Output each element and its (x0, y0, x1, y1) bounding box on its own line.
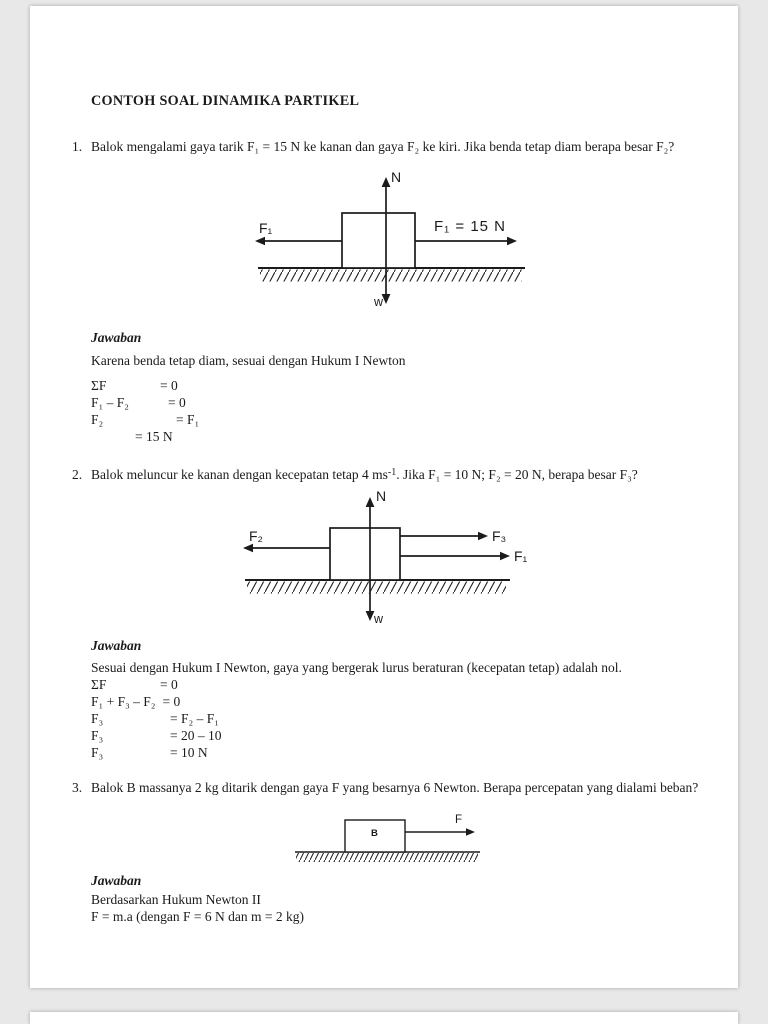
problem-2-number: 2. (72, 467, 83, 482)
answer-2-intro: Sesuai dengan Hukum I Newton, gaya yang bergerak lurus beraturan (kecepatan tetap) adalah nol. (91, 660, 622, 675)
problem-2-text (91, 466, 708, 483)
answer-1-heading: Jawaban (91, 330, 142, 345)
diagram1-left-force-label: F₁ (259, 220, 273, 236)
equation-row (91, 710, 222, 727)
answer-3-line-2: F = m.a (dengan F = 6 N dan m = 2 kg) (91, 909, 304, 924)
block-rect (330, 528, 400, 580)
next-page-edge (30, 1012, 738, 1024)
equation-rhs: = 0 (168, 395, 186, 410)
diagram1-normal-label: N (391, 169, 402, 185)
answer-2-equations (91, 676, 222, 761)
equation-lhs: ΣF (91, 378, 107, 393)
diagram3-block-label: B (371, 828, 378, 839)
equation-rhs: = 0 (162, 694, 181, 709)
equation-rhs: = 15 N (135, 429, 173, 444)
problem-1-text: Balok mengalami gaya tarik F₁ = 15 N ke kanan dan gaya F₂ ke kiri. Jika benda tetap diam berapa besar F₂? (91, 139, 675, 154)
equation-rhs: = 0 (160, 378, 178, 393)
equation-rhs: = 0 (160, 677, 178, 692)
diagram2-weight-label: w (374, 612, 384, 626)
problem-2 (72, 466, 708, 483)
equation-row (91, 693, 222, 710)
diagram2-f1-label: F₁ (514, 548, 528, 564)
diagram-2-figure (230, 488, 530, 628)
ground-hatching (247, 582, 506, 594)
force-f3-arrowhead (478, 532, 488, 541)
document-title: CONTOH SOAL DINAMIKA PARTIKEL (91, 93, 360, 109)
problem-1 (72, 138, 708, 155)
equation-row (91, 394, 199, 411)
diagram1-weight-label: w (374, 295, 384, 309)
problem-3-text: Balok B massanya 2 kg ditarik dengan gaya F yang besarnya 6 Newton. Berapa percepatan yang dialami beban? (91, 780, 699, 795)
normal-arrowhead (382, 177, 391, 187)
force-left-arrowhead (255, 237, 265, 246)
block-rect (342, 213, 415, 268)
answer-1-intro: Karena benda tetap diam, sesuai dengan Hukum I Newton (91, 353, 406, 368)
diagram-1-figure (240, 168, 530, 318)
answer-3-heading: Jawaban (91, 873, 142, 888)
diagram2-f3-label: F₃ (492, 528, 507, 544)
equation-row (91, 377, 199, 394)
answer-1-equations (91, 377, 199, 445)
problem-1-number: 1. (72, 139, 83, 154)
equation-lhs: F₃ (91, 745, 104, 760)
problem-3-number: 3. (72, 780, 83, 795)
equation-lhs: F₁ + F₃ – F₂ (91, 694, 156, 709)
equation-row (91, 428, 199, 445)
equation-lhs: F₂ (91, 412, 104, 427)
equation-lhs: F₃ (91, 728, 104, 743)
equation-lhs (91, 428, 135, 445)
diagram2-f2-label: F₂ (249, 528, 263, 544)
equation-rhs: = 20 – 10 (170, 728, 222, 743)
normal-arrowhead (366, 497, 375, 507)
force-right-arrowhead (507, 237, 517, 246)
diagram1-right-force-label: F₁ = 15 N (434, 218, 507, 235)
ground-hatching (296, 853, 478, 862)
problem-2-superscript: -1 (387, 467, 397, 478)
equation-rhs: = 10 N (170, 745, 208, 760)
equation-rhs: = F₂ – F₁ (170, 711, 219, 726)
problem-3 (72, 779, 708, 796)
ground-hatching (260, 270, 522, 282)
force-f1-arrowhead (500, 552, 510, 561)
equation-row (91, 744, 222, 761)
equation-lhs: F₁ – F₂ (91, 395, 129, 410)
equation-row (91, 676, 222, 693)
diagram2-normal-label: N (376, 488, 387, 504)
diagram3-force-label: F (455, 814, 463, 826)
equation-rhs: = F₁ (176, 412, 200, 427)
force-f2-arrowhead (243, 544, 253, 553)
equation-row (91, 411, 199, 428)
equation-lhs: F₃ (91, 711, 104, 726)
equation-lhs: ΣF (91, 677, 107, 692)
problem-2-text-pre: Balok meluncur ke kanan dengan kecepatan tetap 4 ms (91, 467, 388, 482)
problem-2-text-post: . Jika F₁ = 10 N; F₂ = 20 N, berapa besar F₃? (396, 467, 638, 482)
answer-2-heading: Jawaban (91, 638, 142, 653)
equation-row (91, 727, 222, 744)
answer-3-line-1: Berdasarkan Hukum Newton II (91, 892, 261, 907)
force-f-arrowhead (466, 828, 475, 836)
